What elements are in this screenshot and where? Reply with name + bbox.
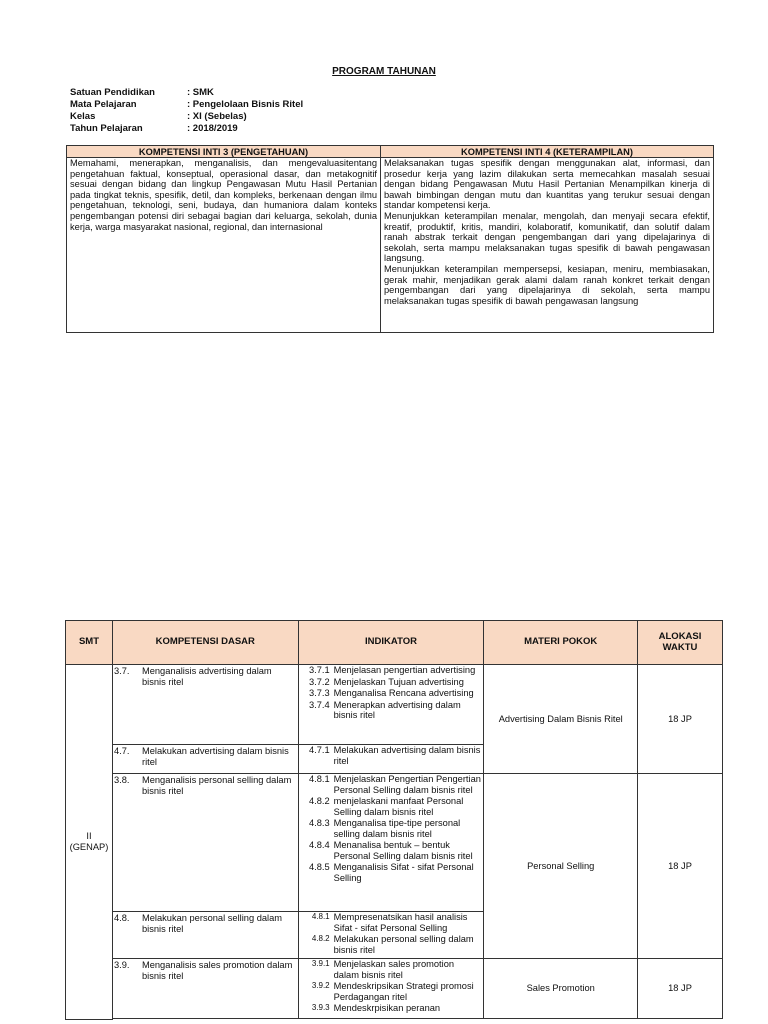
list-item: 4.8.2 menjelaskani manfaat Personal Selling dalam bisnis ritel <box>308 796 464 817</box>
info-value: : 2018/2019 <box>187 123 238 134</box>
indikator-cell <box>298 745 484 774</box>
ki3-cell <box>67 158 381 333</box>
ki4-paragraph: Menunjukkan keterampilan mempersepsi, kesiapan, meniru, membiasakan, gerak mahir, menjadikan gerak alami dalam ranah konkret terkait dengan pengembangan dari yang dipelajarinya di sekolah, serta mampu melaksanakan tugas spesifik di bawah pengawasan langsung <box>384 263 710 306</box>
list-item: 4.8.1 Mempresenatsikan hasil analisis Sifat - sifat Personal Selling <box>311 912 468 933</box>
identity-block <box>70 87 303 135</box>
info-row-mapel <box>70 99 303 111</box>
info-value: : Pengelolaan Bisnis Ritel <box>187 99 304 110</box>
page-title: PROGRAM TAHUNAN <box>332 66 436 77</box>
indikator-cell <box>298 912 484 959</box>
list-item: 3.9.2 Mendeskripsikan Strategi promosi Perdagangan ritel <box>311 981 474 1002</box>
list-item: 3.7.2 Menjelaskan Tujuan advertising <box>308 676 464 687</box>
info-value: : SMK <box>187 87 214 98</box>
alokasi-cell: 18 JP <box>638 959 723 1019</box>
list-item: 3.9.1 Menjelaskan sales promotion dalam bisnis ritel <box>311 959 455 980</box>
list-item: 3.7.3 Menganalisa Rencana advertising <box>308 688 474 698</box>
table-header-row <box>66 621 723 665</box>
program-table <box>65 620 723 1020</box>
table-row <box>66 774 723 912</box>
info-label: Tahun Pelajaran <box>70 123 143 134</box>
info-label: Kelas <box>70 111 96 122</box>
header-smt: SMT <box>66 621 113 665</box>
info-row-kelas <box>70 111 303 123</box>
list-item: 3.9.3 Mendeskrpisikan peranan <box>311 1003 441 1013</box>
ki4-paragraph: Menunjukkan keterampilan menalar, mengolah, dan menyaji secara efektif, kreatif, produktif, kritis, mandiri, kolaboratif, komunikatif, dan solutif dalam ranah abstrak terkait dengan pengembangan dari yang dipelajarinya di sekolah, serta mampu melaksanakan tugas spesifik di bawah pengawasan langsung. <box>384 210 710 264</box>
list-item: 3.7.1 Menjelasan pengertian advertising <box>308 665 476 675</box>
list-item: 4.7.1 Melakukan advertising dalam bisnis ritel <box>308 745 481 766</box>
kd-cell: 3.7. Menganalisis advertising dalam bisnis ritel <box>112 665 298 745</box>
list-item: 4.8.1 Menjelaskan Pengertian Pengertian Personal Selling dalam bisnis ritel <box>308 774 481 795</box>
list-item: 3.7.4 Menerapkan advertising dalam bisnis ritel <box>308 699 461 720</box>
ki4-header: KOMPETENSI INTI 4 (KETERAMPILAN) <box>381 146 714 158</box>
header-kompetensi-dasar: KOMPETENSI DASAR <box>112 621 298 665</box>
kompetensi-inti-table <box>66 145 714 333</box>
alokasi-cell: 18 JP <box>638 665 723 774</box>
kd-cell: 3.9. Menganalisis sales promotion dalam bisnis ritel <box>112 959 298 1019</box>
materi-cell: Personal Selling <box>484 774 638 959</box>
indikator-cell <box>298 774 484 912</box>
kd-cell: 4.8. Melakukan personal selling dalam bisnis ritel <box>112 912 298 959</box>
materi-cell: Advertising Dalam Bisnis Ritel <box>484 665 638 774</box>
materi-cell: Sales Promotion <box>484 959 638 1019</box>
info-row-satuan <box>70 87 303 99</box>
header-materi-pokok: MATERI POKOK <box>484 621 638 665</box>
info-value: : XI (Sebelas) <box>187 111 247 122</box>
ki3-header: KOMPETENSI INTI 3 (PENGETAHUAN) <box>67 146 381 158</box>
list-item: 4.8.5 Menganalisis Sifat - sifat Personal Selling <box>308 862 474 883</box>
indikator-cell <box>298 959 484 1019</box>
info-label: Satuan Pendidikan <box>70 87 155 98</box>
alokasi-cell: 18 JP <box>638 774 723 959</box>
smt-cell: II (GENAP) <box>66 665 113 1020</box>
table-row <box>66 959 723 1019</box>
list-item: 4.8.4 Menanalisa bentuk – bentuk Personal Selling dalam bisnis ritel <box>308 840 473 861</box>
info-row-tahun <box>70 123 303 135</box>
header-indikator: INDIKATOR <box>298 621 484 665</box>
ki4-paragraph: Melaksanakan tugas spesifik dengan menggunakan alat, informasi, dan prosedur kerja yang lazim dilakukan serta memecahkan masalah sesuai dengan bidang Pengawasan Mutu Hasil Pertanian Menampilkan kinerja di bawah bimbingan dengan mutu dan kuantitas yang terukur sesuai dengan standar kompetensi kerja. <box>384 158 710 211</box>
indikator-cell <box>298 665 484 745</box>
info-label: Mata Pelajaran <box>70 99 137 110</box>
table-row <box>66 665 723 745</box>
list-item: 4.8.2 Melakukan personal selling dalam bisnis ritel <box>311 934 474 955</box>
kd-cell: 4.7. Melakukan advertising dalam bisnis ritel <box>112 745 298 774</box>
ki4-cell <box>381 158 714 333</box>
ki3-text: Memahami, menerapkan, menganalisis, dan mengevaluasitentang pengetahuan faktual, konseptual, operasional dasar, dan metakognitif sesuai dengan bidang dan lingkup Pengawasan Mutu Hasil Pertanian pada tingkat teknis, spesifik, detil, dan kompleks, berkenaan dengan ilmu pengetahuan, teknologi, seni, budaya, dan humaniora dalam konteks pengembangan potensi diri sebagai bagian dari keluarga, sekolah, dunia kerja, warga masyarakat nasional, regional, dan internasional <box>70 158 377 232</box>
kd-cell: 3.8. Menganalisis personal selling dalam bisnis ritel <box>112 774 298 912</box>
list-item: 4.8.3 Menganalisa tipe-tipe personal selling dalam bisnis ritel <box>308 818 461 839</box>
header-alokasi-waktu: ALOKASI WAKTU <box>638 621 723 665</box>
